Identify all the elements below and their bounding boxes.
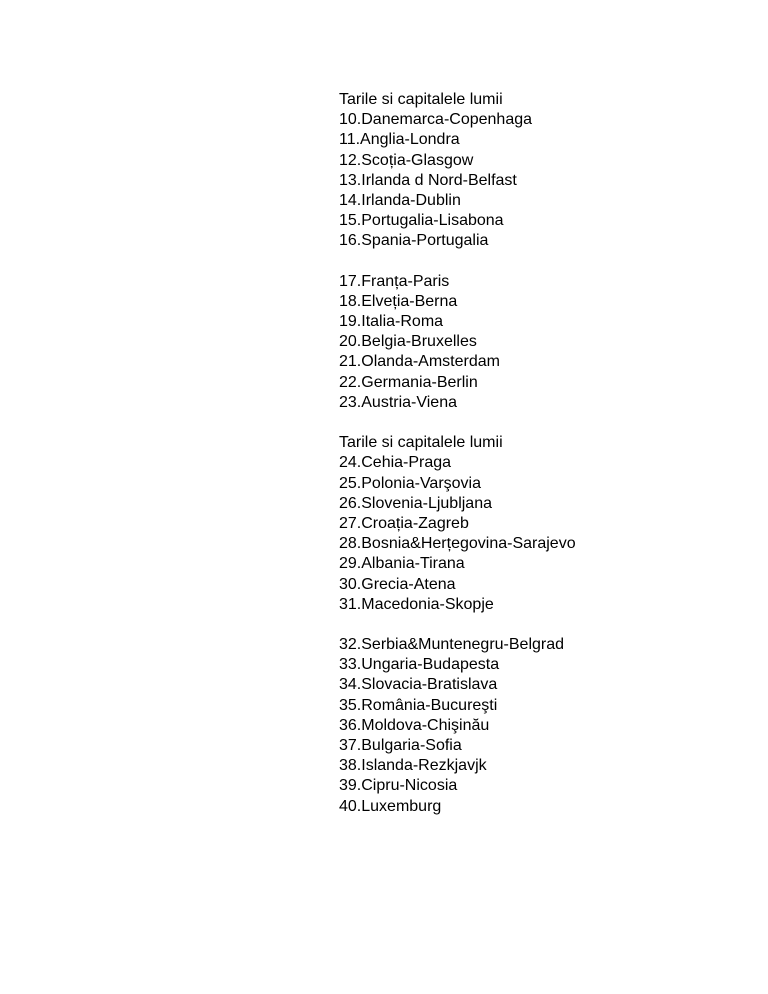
list-item: 24.Cehia-Praga [339,454,452,472]
list-item: 39.Cipru-Nicosia [339,777,458,795]
list-item: 19.Italia-Roma [339,313,444,331]
list-item: 21.Olanda-Amsterdam [339,353,500,371]
section-1 [339,90,759,252]
list-item: 30.Grecia-Atena [339,575,456,593]
list-item: 36.Moldova-Chişinău [339,716,490,734]
list-item: 15.Portugalia-Lisabona [339,212,504,230]
list-item: 32.Serbia&Muntenegru-Belgrad [339,636,565,654]
list-item: 12.Scoția-Glasgow [339,151,474,169]
blank-line [339,615,759,635]
list-item: 16.Spania-Portugalia [339,232,489,250]
list-item: 37.Bulgaria-Sofia [339,737,462,754]
list-item: 33.Ungaria-Budapesta [339,656,500,674]
blank-line [339,252,759,272]
blank-line [339,413,759,433]
list-item: 25.Polonia-Varşovia [339,474,482,492]
list-item: 18.Elveția-Berna [339,292,458,310]
list-item: 23.Austria-Viena [339,393,457,411]
list-item: 29.Albania-Tirana [339,555,465,573]
section-3 [339,433,759,615]
list-item: 26.Slovenia-Ljubljana [339,494,492,512]
list-item: 13.Irlanda d Nord-Belfast [339,171,517,189]
document-text [339,90,759,817]
section-heading: Tarile si capitalele lumii [339,91,503,108]
list-item: 38.Islanda-Rezkjavjk [339,757,487,775]
list-item: 28.Bosnia&Herțegovina-Sarajevo [339,535,576,553]
list-item: 17.Franța-Paris [339,272,450,290]
section-4 [339,635,759,817]
list-item: 14.Irlanda-Dublin [339,191,461,209]
list-item: 40.Luxemburg [339,797,442,815]
list-item: 11.Anglia-Londra [339,131,460,149]
list-item: 31.Macedonia-Skopje [339,595,494,613]
list-item: 27.Croația-Zagreb [339,514,469,532]
section-2 [339,272,759,413]
list-item: 22.Germania-Berlin [339,373,478,391]
list-item: 35.România-Bucureşti [339,696,498,714]
list-item: 20.Belgia-Bruxelles [339,333,477,351]
list-item: 34.Slovacia-Bratislava [339,676,498,694]
section-heading: Tarile si capitalele lumii [339,434,503,452]
list-item: 10.Danemarca-Copenhaga [339,111,533,129]
